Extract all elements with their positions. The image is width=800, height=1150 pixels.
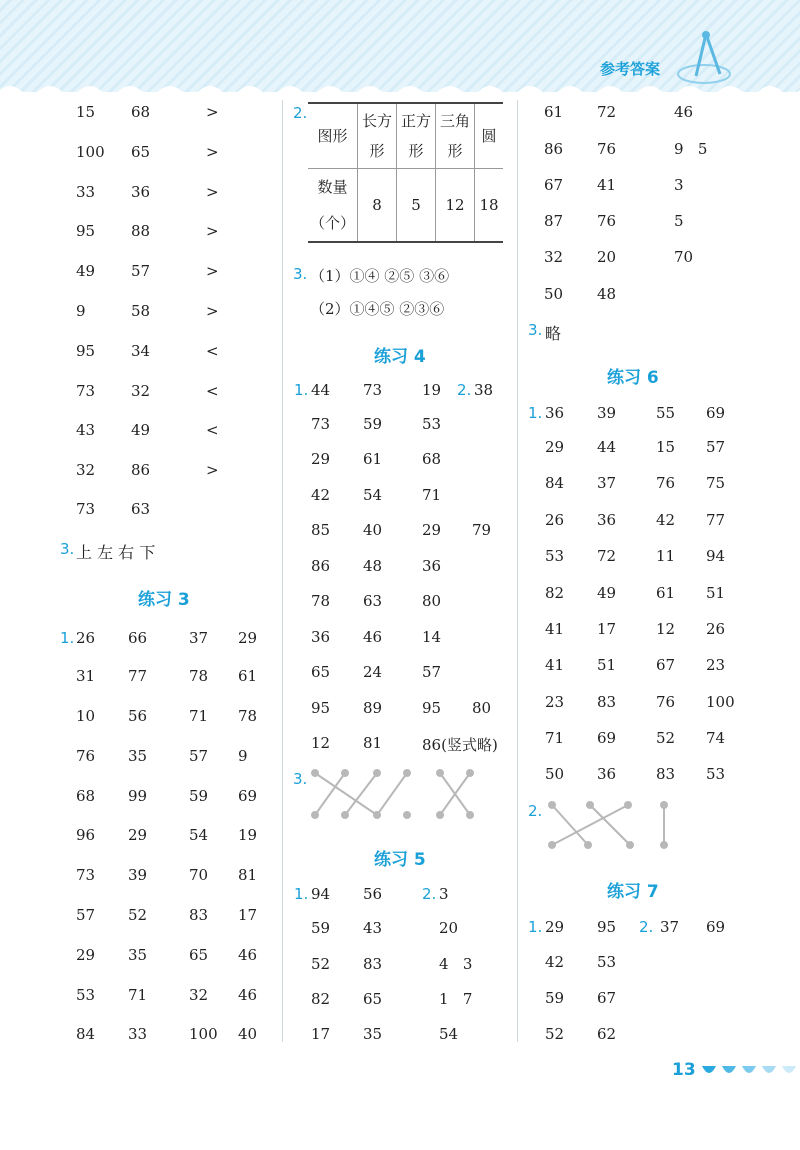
page-number: 13 [672,1060,696,1080]
column-divider-2 [517,100,518,1042]
col2-q3-number: 3. [293,770,308,788]
section-heading-6: 练习 6 [607,368,659,388]
table-cell: 18 [475,169,504,243]
table-cell: 5 [397,169,436,243]
table-cell: 三角形 [436,103,475,169]
page-decoration-dots [700,1064,800,1078]
col3-q2-number: 2. [528,802,543,820]
table-cell: 12 [436,169,475,243]
page-title: 参考答案 [600,60,661,78]
table-cell: 图形 [308,103,358,169]
table-cell: 正方形 [397,103,436,169]
compass-icon [676,30,732,86]
matching-diagram-1 [305,765,485,823]
column-divider-1 [282,100,283,1042]
table-cell: 圆 [475,103,504,169]
section-heading-5: 练习 5 [374,850,426,870]
table-cell: 8 [358,169,397,243]
shape-count-table [308,102,503,243]
table-row [308,103,503,169]
table-cell: 数量（个） [308,169,358,243]
table-row [308,169,503,243]
table-cell: 长方形 [358,103,397,169]
section-heading-3: 练习 3 [138,590,190,610]
section-heading-4: 练习 4 [374,347,426,367]
col2-q2-number: 2. [293,104,308,122]
matching-diagram-2 [540,797,680,853]
section-heading-7: 练习 7 [607,882,659,902]
